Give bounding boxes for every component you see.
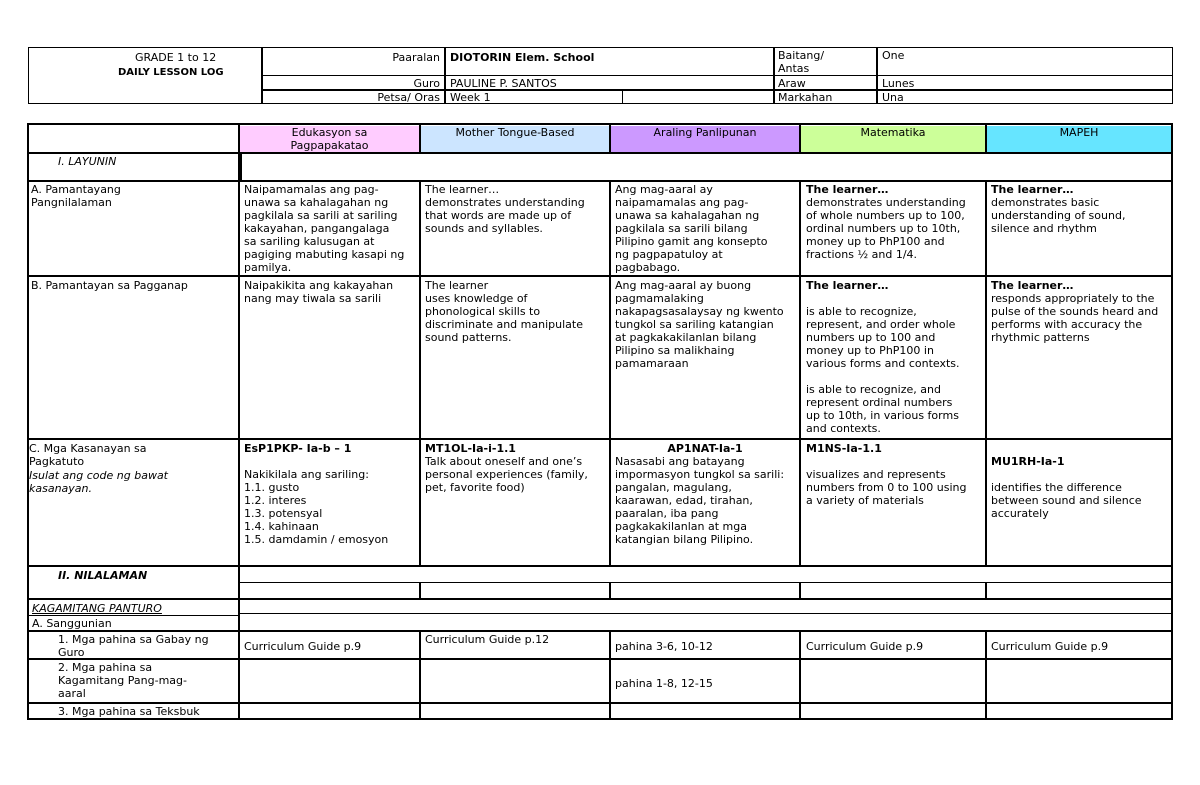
col-line <box>985 180 987 567</box>
subject-header-mat <box>801 126 985 152</box>
header-divider <box>775 75 1173 76</box>
guro-label: Guro <box>413 77 440 90</box>
header-divider <box>622 89 623 104</box>
subject-label: Matematika <box>860 126 926 139</box>
ap-code: AP1NAT-Ia-1 <box>667 442 743 455</box>
sanggunian-label: A. Sanggunian <box>32 617 112 630</box>
cell-b-mat: is able to recognize, represent, and order whole numbers up to 100 and money up to PhP100 in various forms and contexts. is able to recognize, and represent ordinal numbers up to 10th, in various forms and contexts. <box>806 305 960 435</box>
gabay-mat: Curriculum Guide p.9 <box>806 640 924 653</box>
page-title: DAILY LESSON LOG <box>118 67 224 78</box>
kagamitan-heading: KAGAMITANG PANTURO <box>32 602 162 615</box>
pamantayan-label: B. Pamantayan sa Pagganap <box>31 279 188 292</box>
col-line <box>419 630 421 720</box>
row-line <box>27 615 238 616</box>
col-line <box>609 123 611 154</box>
cell-b-mapeh-lead: The learner… <box>991 279 1074 292</box>
teacher-name: PAULINE P. SANTOS <box>450 77 557 90</box>
header-divider <box>262 75 444 76</box>
col-line <box>799 180 801 567</box>
col-line <box>609 630 611 720</box>
row-line <box>27 275 1173 277</box>
table-border <box>27 123 1173 125</box>
cell-b-ap: Ang mag-aaral ay buong pagmamalaking nakapagsasalaysay ng kwento tungkol sa sariling katangian at pagkakakilanlan bilang Pilipino sa malikhaing pamamaraan <box>615 279 784 370</box>
col-line <box>419 180 421 567</box>
cell-c-esp: Nakikilala ang sariling: 1.1. gusto 1.2. interes 1.3. potensyal 1.4. kahinaan 1.5. damdamin / emosyon <box>244 468 389 546</box>
subject-label: Araling Panlipunan <box>653 126 757 139</box>
row-line <box>27 180 1173 182</box>
cell-c-mat: visualizes and represents numbers from 0 to 100 using a variety of materials <box>806 468 967 507</box>
cell-a-mapeh-lead: The learner… <box>991 183 1074 196</box>
cell-b-mat-lead: The learner… <box>806 279 889 292</box>
cell-a-mat: demonstrates understanding of whole numbers up to 100, ordinal numbers up to 10th, money up to PhP100 and fractions ½ and 1/4. <box>806 196 966 261</box>
header-divider <box>446 75 773 76</box>
col-line <box>985 582 987 600</box>
baitang-label: Baitang/ Antas <box>778 49 825 75</box>
araw-label: Araw <box>778 77 806 90</box>
row-line <box>27 152 1173 154</box>
araw-value: Lunes <box>882 77 915 90</box>
cell-c-mapeh: identifies the difference between sound and silence accurately <box>991 481 1142 520</box>
cell-a-mapeh-line2: demonstrates basic <box>991 196 1100 209</box>
baitang-value: One <box>882 49 905 62</box>
kasanayan-note: Isulat ang code ng bawat kasanayan. <box>29 469 168 495</box>
petsa-label: Petsa/ Oras <box>377 91 440 104</box>
gabay-mt: Curriculum Guide p.12 <box>425 633 550 646</box>
row-line <box>27 702 1173 704</box>
row-line <box>238 582 1173 583</box>
markahan-label: Markahan <box>778 91 833 104</box>
col-line <box>985 630 987 720</box>
gabay-ap: pahina 3-6, 10-12 <box>615 640 713 653</box>
paaralan-label: Paaralan <box>392 51 440 64</box>
cell-a-mt: The learner… demonstrates understanding that words are made up of sounds and syllables. <box>425 183 585 235</box>
col-line <box>609 582 611 600</box>
col-line <box>419 582 421 600</box>
cell-b-esp: Naipakikita ang kakayahan nang may tiwala sa sarili <box>244 279 394 305</box>
col-line <box>240 152 242 180</box>
subject-label: Mother Tongue-Based <box>455 126 575 139</box>
subject-label: Edukasyon sa Pagpapakatao <box>290 126 369 152</box>
row-line <box>27 438 1173 440</box>
subject-header-esp <box>240 126 419 152</box>
pamantayang-label: A. Pamantayang Pangnilalaman <box>31 183 121 209</box>
col-line <box>799 630 801 720</box>
col-line <box>985 123 987 154</box>
col-line <box>799 123 801 154</box>
esp-code: EsP1PKP- Ia-b – 1 <box>244 442 352 455</box>
cell-a-esp: Naipamamalas ang pag- unawa sa kahalagahan ng pagkilala sa sarili at sariling kakayahan, pangangalaga sa sariling kalusugan at pagiging mabuting kasapi ng pamilya. <box>244 183 405 274</box>
cell-b-mapeh: responds appropriately to the pulse of the sounds heard and performs with accuracy the rhythmic patterns <box>991 292 1159 344</box>
kagamitang-label: 2. Mga pahina sa Kagamitang Pang-mag- aaral <box>58 661 187 700</box>
gabay-mapeh: Curriculum Guide p.9 <box>991 640 1109 653</box>
mt-code: MT1OL-Ia-i-1.1 <box>425 442 516 455</box>
row-line <box>27 630 1173 632</box>
cell-b-mt: The learner uses knowledge of phonological skills to discriminate and manipulate sound patterns. <box>425 279 583 344</box>
kasanayan-label: C. Mga Kasanayan sa Pagkatuto <box>29 442 147 468</box>
subject-header-mt <box>421 126 609 152</box>
petsa-value: Week 1 <box>450 91 491 104</box>
col-line <box>799 582 801 600</box>
col-line <box>238 180 240 720</box>
school-name: DIOTORIN Elem. School <box>450 51 595 64</box>
row-line <box>27 598 1173 600</box>
subject-header-ap <box>611 126 799 152</box>
table-border <box>27 718 1173 720</box>
mat-code: M1NS-Ia-1.1 <box>806 442 882 455</box>
cell-c-ap: Nasasabi ang batayang impormasyon tungkol sa sarili: pangalan, magulang, kaarawan, edad, tirahan, paaralan, iba pang pagkakakilanlan at mga katangian bilang Pilipino. <box>615 455 785 546</box>
kagamitang-ap: pahina 1-8, 12-15 <box>615 677 713 690</box>
mapeh-code: MU1RH-Ia-1 <box>991 455 1065 468</box>
markahan-value: Una <box>882 91 904 104</box>
layunin-heading: I. LAYUNIN <box>58 155 117 168</box>
row-line <box>27 565 1173 567</box>
cell-a-mapeh: understanding of sound, silence and rhythm <box>991 209 1126 235</box>
col-line <box>419 123 421 154</box>
gabay-label: 1. Mga pahina sa Gabay ng Guro <box>58 633 209 659</box>
subject-label: MAPEH <box>1059 126 1099 139</box>
cell-c-mt: Talk about oneself and one’s personal experiences (family, pet, favorite food) <box>425 455 588 494</box>
col-line <box>609 180 611 567</box>
row-line <box>238 613 1173 614</box>
subject-header-mapeh <box>987 126 1171 152</box>
teksbuk-label: 3. Mga pahina sa Teksbuk <box>58 705 200 718</box>
grade-range: GRADE 1 to 12 <box>135 51 217 64</box>
cell-a-ap: Ang mag-aaral ay naipamamalas ang pag- unawa sa kahalagahan ng pagkilala sa sarili bilang Pilipino gamit ang konsepto ng pagpapatuloy at pagbabago. <box>615 183 768 274</box>
gabay-esp: Curriculum Guide p.9 <box>244 640 362 653</box>
nilalaman-heading: II. NILALAMAN <box>58 569 148 582</box>
cell-a-mat-lead: The learner… <box>806 183 889 196</box>
